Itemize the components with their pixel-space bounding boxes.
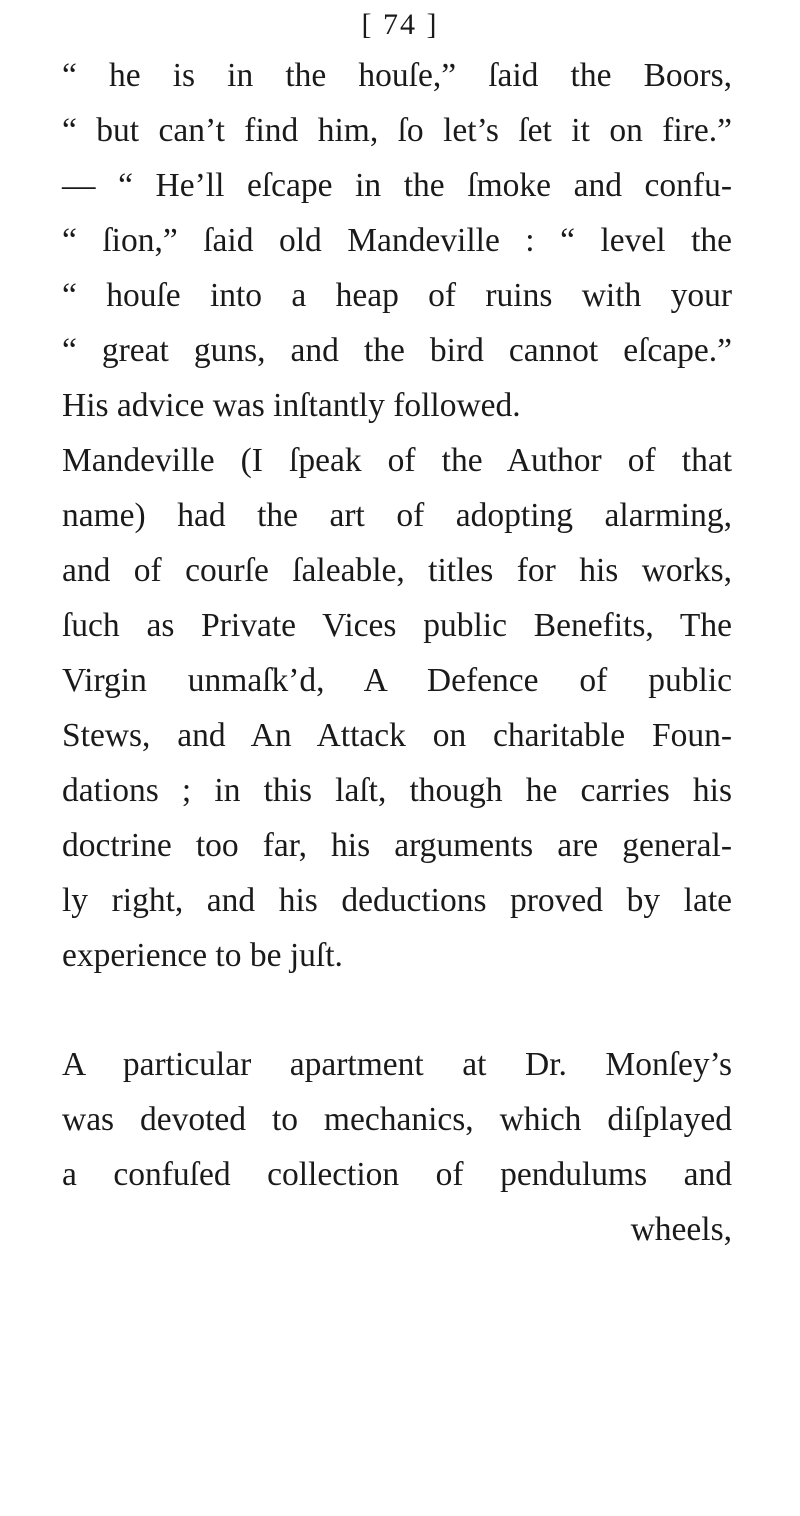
text-line: Mandeville (I ſpeak of the Author of that	[62, 442, 732, 479]
text-line: A particular apartment at Dr. Monſey’s	[62, 1046, 732, 1083]
text-line: “ ſion,” ſaid old Mandeville : “ level the	[62, 222, 732, 259]
paragraph-1	[62, 48, 732, 433]
page-number: [ 74 ]	[361, 8, 439, 41]
text-line: was devoted to mechanics, which diſplayed	[62, 1101, 732, 1138]
text-line: a confuſed collection of pendulums and	[62, 1156, 732, 1193]
paragraph-3	[62, 1037, 732, 1257]
paragraph-2	[62, 433, 732, 983]
text-line: Virgin unmaſk’d, A Defence of public	[62, 662, 732, 699]
text-line: “ he is in the houſe,” ſaid the Boors,	[62, 57, 732, 94]
text-line: “ great guns, and the bird cannot eſcape.”	[62, 332, 732, 369]
text-line: ly right, and his deductions proved by late	[62, 882, 732, 919]
text-line: Stews, and An Attack on charitable Foun-	[62, 717, 732, 754]
text-line: — “ He’ll eſcape in the ſmoke and confu-	[62, 167, 732, 204]
text-line: name) had the art of adopting alarming,	[62, 497, 732, 534]
text-line: experience to be juſt.	[62, 937, 343, 974]
text-line: and of courſe ſaleable, titles for his works,	[62, 552, 732, 589]
text-line: “ houſe into a heap of ruins with your	[62, 277, 732, 314]
text-line: His advice was inſtantly followed.	[62, 387, 521, 424]
text-line: dations ; in this laſt, though he carries his	[62, 772, 732, 809]
text-line: “ but can’t find him, ſo let’s ſet it on fire.”	[62, 112, 732, 149]
catchword: wheels,	[630, 1211, 732, 1248]
text-line: doctrine too far, his arguments are general-	[62, 827, 732, 864]
text-line: ſuch as Private Vices public Benefits, The	[62, 607, 732, 644]
